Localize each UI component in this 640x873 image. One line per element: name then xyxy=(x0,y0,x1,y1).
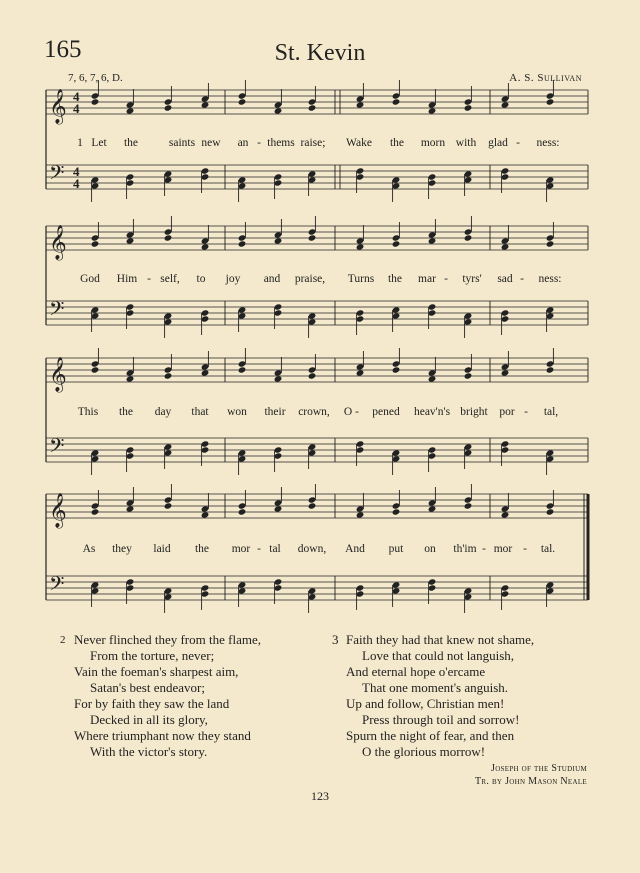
composer: A. S. Sullivan xyxy=(509,72,582,84)
bass-clef-icon: 𝄢 xyxy=(49,434,65,462)
lyric-word: tal. xyxy=(540,543,556,555)
lyric-word: ness: xyxy=(536,137,560,149)
lyric-word: crown, xyxy=(298,406,330,418)
treble-clef-icon: 𝄞 xyxy=(49,493,67,528)
note-head xyxy=(464,502,473,509)
note-head xyxy=(126,375,135,382)
hymn-title: St. Kevin xyxy=(274,40,366,66)
note-head xyxy=(91,366,100,373)
time-signature: 4 xyxy=(73,176,80,191)
lyric-word: bright xyxy=(460,406,488,418)
lyric-word: 1 xyxy=(77,137,83,149)
lyric-hyphen: - xyxy=(516,137,520,149)
note-head xyxy=(164,104,173,111)
note-head xyxy=(464,234,473,241)
time-signature: 4 xyxy=(73,101,80,116)
lyric-word: God xyxy=(80,273,100,285)
lyric-word: th'im xyxy=(453,543,477,555)
verse-number: 2 xyxy=(60,634,66,646)
bass-clef-icon: 𝄢 xyxy=(49,297,65,325)
note-head xyxy=(91,98,100,105)
lyric-word: This xyxy=(77,406,99,418)
lyric-word: pened xyxy=(372,406,400,418)
lyric-word: to xyxy=(196,273,206,285)
verse-number: 3 xyxy=(332,632,339,647)
note-head xyxy=(356,101,365,108)
lyric-word: the xyxy=(389,137,405,149)
note-head xyxy=(126,505,135,512)
lyric-hyphen: - xyxy=(355,406,359,418)
hymn-number: 165 xyxy=(44,36,82,63)
lyric-word: mar xyxy=(418,273,436,285)
note-head xyxy=(274,375,283,382)
verse-line: Satan's best endeavor; xyxy=(90,680,205,695)
lyric-word: glad xyxy=(488,137,508,149)
verse-line: Press through toil and sorrow! xyxy=(362,712,520,727)
note-head xyxy=(238,240,247,247)
note-head xyxy=(428,107,437,114)
note-head xyxy=(91,240,100,247)
treble-clef-icon: 𝄞 xyxy=(49,357,67,392)
lyric-word: And xyxy=(345,543,365,555)
note-head xyxy=(356,511,365,518)
verse-line: And eternal hope o'ercame xyxy=(346,664,486,679)
lyric-word: an xyxy=(237,137,249,149)
lyric-word: tal, xyxy=(543,406,559,418)
author-credit: Joseph of the Studium xyxy=(491,763,587,774)
lyric-word: praise, xyxy=(294,273,326,285)
treble-clef-icon: 𝄞 xyxy=(49,89,67,124)
lyric-word: laid xyxy=(153,543,171,555)
lyric-hyphen: - xyxy=(257,137,261,149)
lyric-hyphen: - xyxy=(444,273,448,285)
lyric-word: As xyxy=(82,543,96,555)
verse-line: Up and follow, Christian men! xyxy=(346,696,505,711)
note-head xyxy=(274,237,283,244)
treble-clef-icon: 𝄞 xyxy=(49,225,67,260)
lyric-word: sad xyxy=(497,273,513,285)
verse-line: That one moment's anguish. xyxy=(362,680,509,695)
verse-line: Where triumphant now they stand xyxy=(74,728,251,743)
lyric-word: won xyxy=(227,406,247,418)
note-head xyxy=(238,98,247,105)
lyric-word: on xyxy=(424,543,436,555)
verse-3 xyxy=(332,632,534,760)
lyric-word: por xyxy=(499,406,515,418)
note-head xyxy=(546,508,555,515)
note-head xyxy=(91,508,100,515)
note-head xyxy=(428,237,437,244)
lyric-word: down, xyxy=(297,543,327,555)
lyric-word: mor xyxy=(231,543,251,555)
verse-line: O the glorious morrow! xyxy=(362,744,486,759)
note-head xyxy=(464,372,473,379)
verse-line: Vain the foeman's sharpest aim, xyxy=(74,664,239,679)
note-head xyxy=(464,104,473,111)
lyric-word: with xyxy=(455,137,477,149)
note-head xyxy=(201,243,210,250)
note-head xyxy=(428,505,437,512)
note-head xyxy=(126,237,135,244)
lyric-word: raise; xyxy=(300,137,326,149)
note-head xyxy=(126,107,135,114)
bass-clef-icon: 𝄢 xyxy=(49,572,65,600)
lyric-word: Him xyxy=(116,273,138,285)
time-signature: 4 xyxy=(73,89,80,104)
lyric-word: new xyxy=(201,137,221,149)
lyric-word: mor xyxy=(493,543,513,555)
verse-2 xyxy=(60,632,261,760)
lyric-hyphen: - xyxy=(523,543,527,555)
note-head xyxy=(546,240,555,247)
lyric-word: tyrs' xyxy=(462,273,482,285)
note-head xyxy=(356,243,365,250)
verse-line: For by faith they saw the land xyxy=(74,696,230,711)
note-head xyxy=(546,366,555,373)
meter: 7, 6, 7, 6, D. xyxy=(68,72,123,84)
verse-line: Love that could not languish, xyxy=(362,648,515,663)
lyric-word: they xyxy=(112,543,132,555)
translator-credit: Tr. by John Mason Neale xyxy=(474,776,587,787)
note-head xyxy=(274,107,283,114)
lyric-word: the xyxy=(194,543,210,555)
verse-line: Spurn the night of fear, and then xyxy=(346,728,515,743)
lyric-word: O xyxy=(343,406,353,418)
note-head xyxy=(501,369,510,376)
lyric-word: their xyxy=(264,406,286,418)
note-head xyxy=(546,98,555,105)
verse-line: From the torture, never; xyxy=(90,648,215,663)
note-head xyxy=(201,101,210,108)
lyric-word: ness: xyxy=(538,273,562,285)
lyric-hyphen: - xyxy=(482,543,486,555)
lyric-hyphen: - xyxy=(257,543,261,555)
note-head xyxy=(392,366,401,373)
lyric-word: saints xyxy=(168,137,196,149)
note-head xyxy=(164,234,173,241)
verse-line: Faith they had that knew not shame, xyxy=(346,632,535,647)
note-head xyxy=(308,234,317,241)
note-head xyxy=(201,369,210,376)
lyric-word: morn xyxy=(420,137,446,149)
note-head xyxy=(392,98,401,105)
note-head xyxy=(308,502,317,509)
lyric-word: Turns xyxy=(347,273,375,285)
lyric-word: heav'n's xyxy=(413,406,451,418)
lyric-word: joy xyxy=(225,273,241,285)
note-head xyxy=(308,372,317,379)
note-head xyxy=(501,243,510,250)
lyric-hyphen: - xyxy=(524,406,528,418)
lyric-hyphen: - xyxy=(520,273,524,285)
note-head xyxy=(356,369,365,376)
lyric-word: day xyxy=(154,406,172,418)
bass-clef-icon: 𝄢 xyxy=(49,161,65,189)
note-head xyxy=(274,505,283,512)
lyric-word: self, xyxy=(160,273,180,285)
note-head xyxy=(238,508,247,515)
verse-line: Decked in all its glory, xyxy=(90,712,208,727)
lyric-word: the xyxy=(118,406,134,418)
lyric-word: Let xyxy=(91,137,107,149)
note-head xyxy=(392,508,401,515)
note-head xyxy=(392,240,401,247)
note-head xyxy=(501,511,510,518)
note-head xyxy=(201,511,210,518)
lyric-word: Wake xyxy=(346,137,372,149)
lyric-word: put xyxy=(388,543,404,555)
verse-line: Never flinched they from the flame, xyxy=(74,632,261,647)
note-head xyxy=(501,101,510,108)
verse-line: With the victor's story. xyxy=(90,744,208,759)
note-head xyxy=(164,372,173,379)
note-head xyxy=(308,104,317,111)
page-number: 123 xyxy=(311,789,329,803)
time-signature: 4 xyxy=(73,164,80,179)
lyric-word: and xyxy=(263,273,281,285)
lyric-word: the xyxy=(123,137,139,149)
note-head xyxy=(164,502,173,509)
note-head xyxy=(428,375,437,382)
lyric-hyphen: - xyxy=(147,273,151,285)
lyric-word: thems xyxy=(267,137,295,149)
lyric-word: tal xyxy=(269,543,281,555)
note-head xyxy=(238,366,247,373)
lyric-word: that xyxy=(191,406,209,418)
lyric-word: the xyxy=(387,273,403,285)
